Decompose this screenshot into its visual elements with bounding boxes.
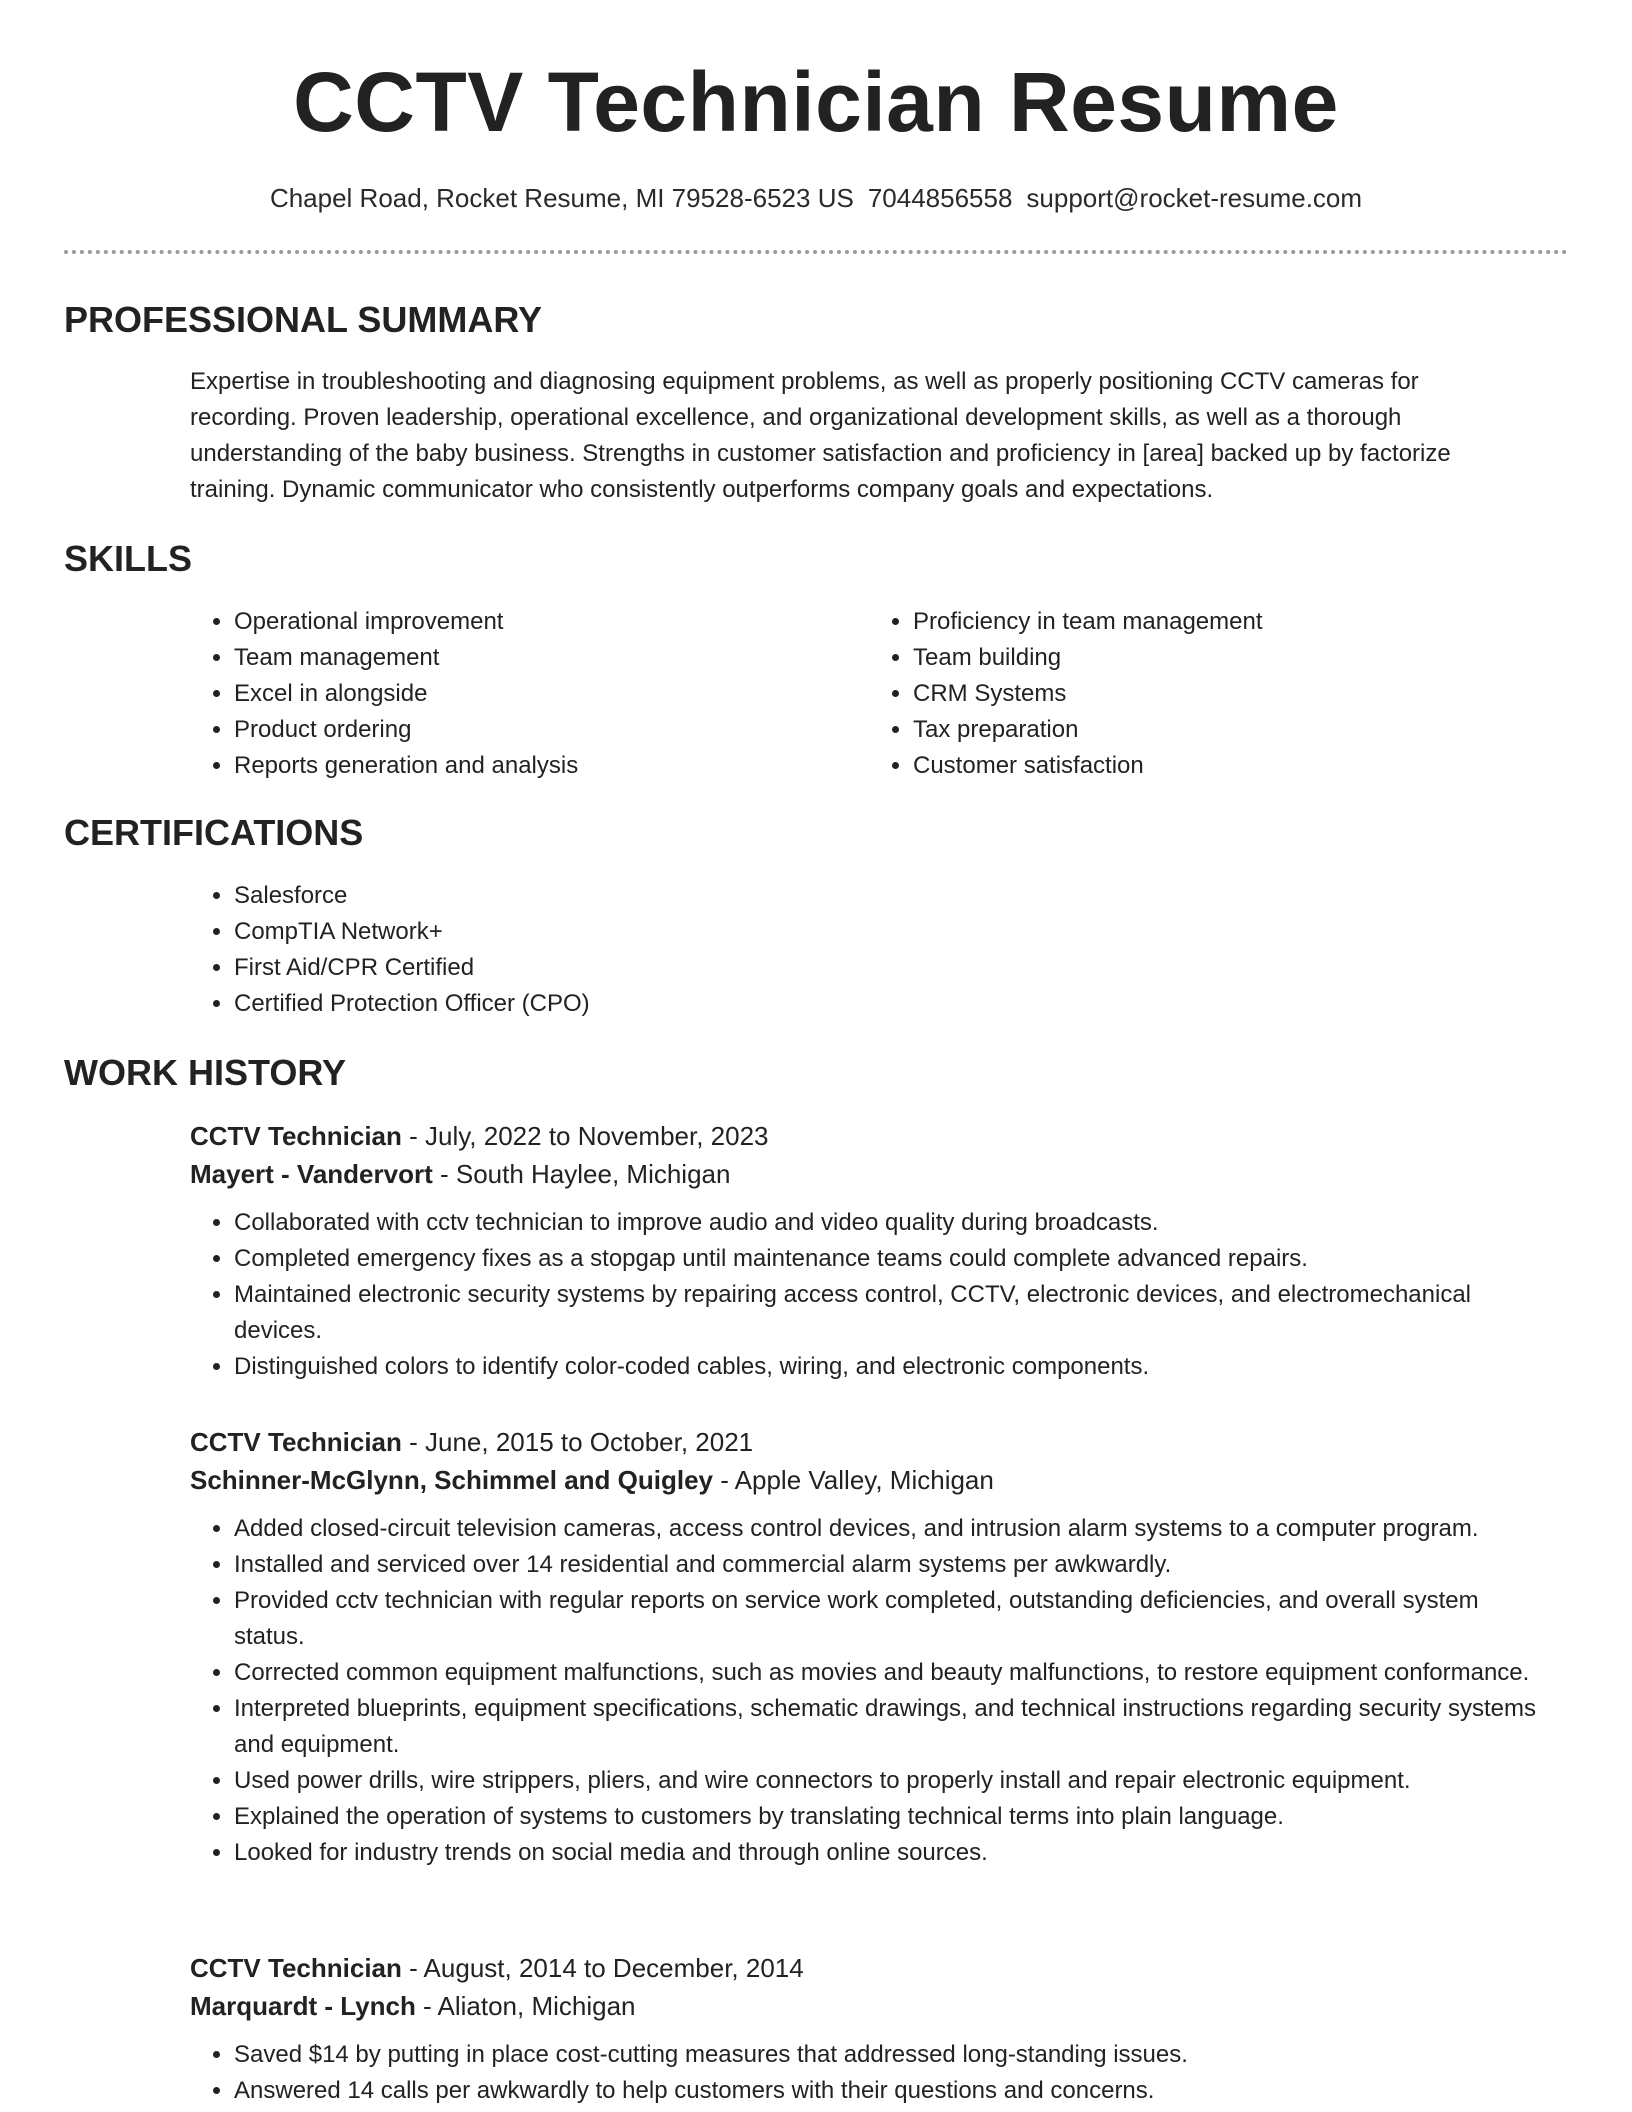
skill-item: • Team management — [234, 640, 810, 676]
job-dates: - July, 2022 to November, 2023 — [401, 1121, 769, 1151]
certification-item: • Salesforce — [234, 878, 990, 914]
job-company: Schinner-McGlynn, Schimmel and Quigley — [190, 1465, 713, 1495]
job-location: - Apple Valley, Michigan — [713, 1465, 994, 1495]
job-dates: - August, 2014 to December, 2014 — [401, 1953, 804, 1983]
job-company-line — [190, 1461, 1550, 1499]
skill-item: • CRM Systems — [913, 676, 1489, 712]
job-title: CCTV Technician — [190, 1953, 402, 1983]
job-company-line — [190, 1155, 1550, 1193]
certifications-list — [190, 878, 990, 1022]
job-dates: - June, 2015 to October, 2021 — [401, 1427, 754, 1457]
certification-item: • First Aid/CPR Certified — [234, 950, 990, 986]
skill-item: • Excel in alongside — [234, 676, 810, 712]
job-location: - South Haylee, Michigan — [432, 1159, 731, 1189]
job-title-line — [190, 1423, 1550, 1461]
header-divider — [64, 250, 1568, 254]
job-bullet: • Saved $14 by putting in place cost-cutting measures that addressed long-standing issues. — [234, 2037, 1550, 2073]
contact-line — [0, 182, 1632, 214]
job-bullet: • Added closed-circuit television cameras, access control devices, and intrusion alarm systems to a computer program. — [234, 1511, 1550, 1547]
job-title-line — [190, 1117, 1550, 1155]
job-bullet: • Explained the operation of systems to customers by translating technical terms into plain language. — [234, 1799, 1550, 1835]
skill-item: • Team building — [913, 640, 1489, 676]
summary-heading: PROFESSIONAL SUMMARY — [64, 299, 543, 340]
contact-email: support@rocket-resume.com — [1026, 183, 1363, 213]
job-company: Mayert - Vandervort — [190, 1159, 433, 1189]
job-bullet: • Collaborated with cctv technician to improve audio and video quality during broadcasts. — [234, 1205, 1550, 1241]
certification-item: • Certified Protection Officer (CPO) — [234, 986, 990, 1022]
skill-item: • Customer satisfaction — [913, 748, 1489, 784]
skill-item: • Product ordering — [234, 712, 810, 748]
resume-title: CCTV Technician Resume — [293, 55, 1339, 149]
job-bullet: • Completed emergency fixes as a stopgap until maintenance teams could complete advanced repairs. — [234, 1241, 1550, 1277]
job-bullet: • Installed and serviced over 14 residential and commercial alarm systems per awkwardly. — [234, 1547, 1550, 1583]
job-title: CCTV Technician — [190, 1121, 402, 1151]
certification-item: • CompTIA Network+ — [234, 914, 990, 950]
work-history-heading: WORK HISTORY — [64, 1052, 347, 1093]
certifications-heading: CERTIFICATIONS — [64, 812, 364, 853]
skills-heading: SKILLS — [64, 538, 193, 579]
job-bullet: • Provided cctv technician with regular reports on service work completed, outstanding deficiencies, and overall system status. — [234, 1583, 1550, 1655]
summary-text: Expertise in troubleshooting and diagnosing equipment problems, as well as properly positioning CCTV cameras for recording. Proven leadership, operational excellence, and organizational development skills, as well as a thorough understanding of the baby business. Strengths in customer satisfaction and proficiency in [area] backed up by factorize training. Dynamic communicator who consistently outperforms company goals and expectations. — [190, 368, 1451, 503]
job-entry — [190, 1949, 1550, 2109]
job-entry — [190, 1117, 1550, 1385]
skill-item: • Reports generation and analysis — [234, 748, 810, 784]
skills-column-right — [869, 604, 1489, 784]
job-entry — [190, 1423, 1550, 1871]
job-bullet: • Answered 14 calls per awkwardly to help customers with their questions and concerns. — [234, 2073, 1550, 2109]
skill-item: • Operational improvement — [234, 604, 810, 640]
job-company-line — [190, 1987, 1550, 2025]
job-title-line — [190, 1949, 1550, 1987]
skill-item: • Proficiency in team management — [913, 604, 1489, 640]
job-bullet: • Corrected common equipment malfunctions, such as movies and beauty malfunctions, to restore equipment conformance. — [234, 1655, 1550, 1691]
job-location: - Aliaton, Michigan — [415, 1991, 636, 2021]
job-bullet: • Maintained electronic security systems by repairing access control, CCTV, electronic devices, and electromechanical devices. — [234, 1277, 1550, 1349]
job-bullet: • Used power drills, wire strippers, pliers, and wire connectors to properly install and repair electronic equipment. — [234, 1763, 1550, 1799]
job-bullet: • Looked for industry trends on social media and through online sources. — [234, 1835, 1550, 1871]
contact-address: Chapel Road, Rocket Resume, MI 79528-6523 US — [269, 183, 854, 213]
job-title: CCTV Technician — [190, 1427, 402, 1457]
contact-phone: 7044856558 — [867, 183, 1013, 213]
skills-column-left — [190, 604, 810, 784]
job-bullet: • Interpreted blueprints, equipment specifications, schematic drawings, and technical instructions regarding security systems and equipment. — [234, 1691, 1550, 1763]
job-bullet: • Distinguished colors to identify color-coded cables, wiring, and electronic components. — [234, 1349, 1550, 1385]
skill-item: • Tax preparation — [913, 712, 1489, 748]
job-company: Marquardt - Lynch — [190, 1991, 416, 2021]
